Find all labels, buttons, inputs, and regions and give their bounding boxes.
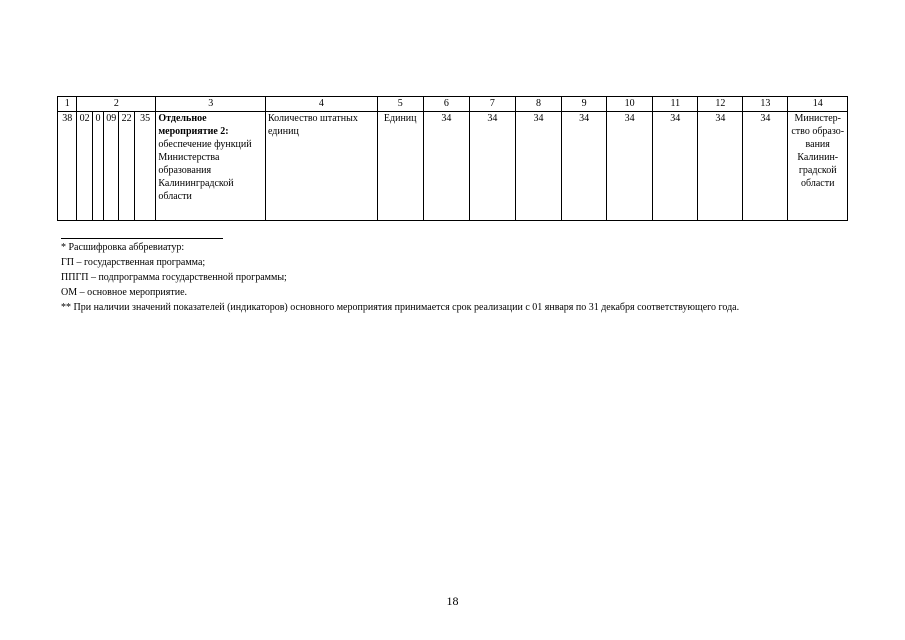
code-cell: 02 [77, 112, 92, 221]
footnote-line: ОМ – основное мероприятие. [61, 287, 188, 298]
code-cell: 22 [119, 112, 134, 221]
value-cell: 34 [423, 112, 469, 221]
footnote-title: * Расшифровка аббревиатур: [61, 242, 185, 253]
value-cell: 34 [515, 112, 561, 221]
code-cell: 0 [92, 112, 103, 221]
header-cell: 4 [266, 97, 378, 112]
measure-title: Отдельное мероприятие 2: [158, 113, 229, 137]
header-cell: 1 [58, 97, 77, 112]
header-cell: 5 [377, 97, 423, 112]
page-number: 18 [446, 594, 459, 608]
value-cell: 34 [698, 112, 743, 221]
footnote-divider [61, 238, 223, 239]
value-cell: 34 [607, 112, 653, 221]
code-cell: 35 [134, 112, 156, 221]
header-cell: 14 [788, 97, 848, 112]
header-cell: 8 [515, 97, 561, 112]
footnotes [61, 240, 851, 315]
table-row [58, 112, 848, 221]
header-cell: 2 [77, 97, 156, 112]
footnote-note: ** При наличии значений показателей (индикаторов) основного мероприятия принимается срок реализации с 01 января по 31 декабря соответствующего года. [61, 302, 740, 313]
indicator-name-cell: Количество штатных единиц [266, 112, 378, 221]
header-cell: 7 [469, 97, 515, 112]
header-cell: 3 [156, 97, 266, 112]
header-cell: 6 [423, 97, 469, 112]
value-cell: 34 [653, 112, 698, 221]
measure-description: обеспечение функций Министерства образования Калининградской области [158, 139, 252, 202]
header-cell: 13 [743, 97, 788, 112]
footnote-line: ГП – государственная программа; [61, 257, 206, 268]
measure-name-cell [156, 112, 266, 221]
header-cell: 12 [698, 97, 743, 112]
value-cell: 34 [743, 112, 788, 221]
value-cell: 34 [469, 112, 515, 221]
header-cell: 11 [653, 97, 698, 112]
footnote-line: ППГП – подпрограмма государственной программы; [61, 272, 287, 283]
header-cell: 10 [607, 97, 653, 112]
indicators-table [57, 96, 848, 221]
value-cell: 34 [562, 112, 607, 221]
header-cell: 9 [562, 97, 607, 112]
code-cell: 09 [104, 112, 119, 221]
responsible-cell: Министер-ство образо-вания Калинин-градской области [788, 112, 848, 221]
header-row [58, 97, 848, 112]
unit-cell: Единиц [377, 112, 423, 221]
row-number-cell: 38 [58, 112, 77, 221]
